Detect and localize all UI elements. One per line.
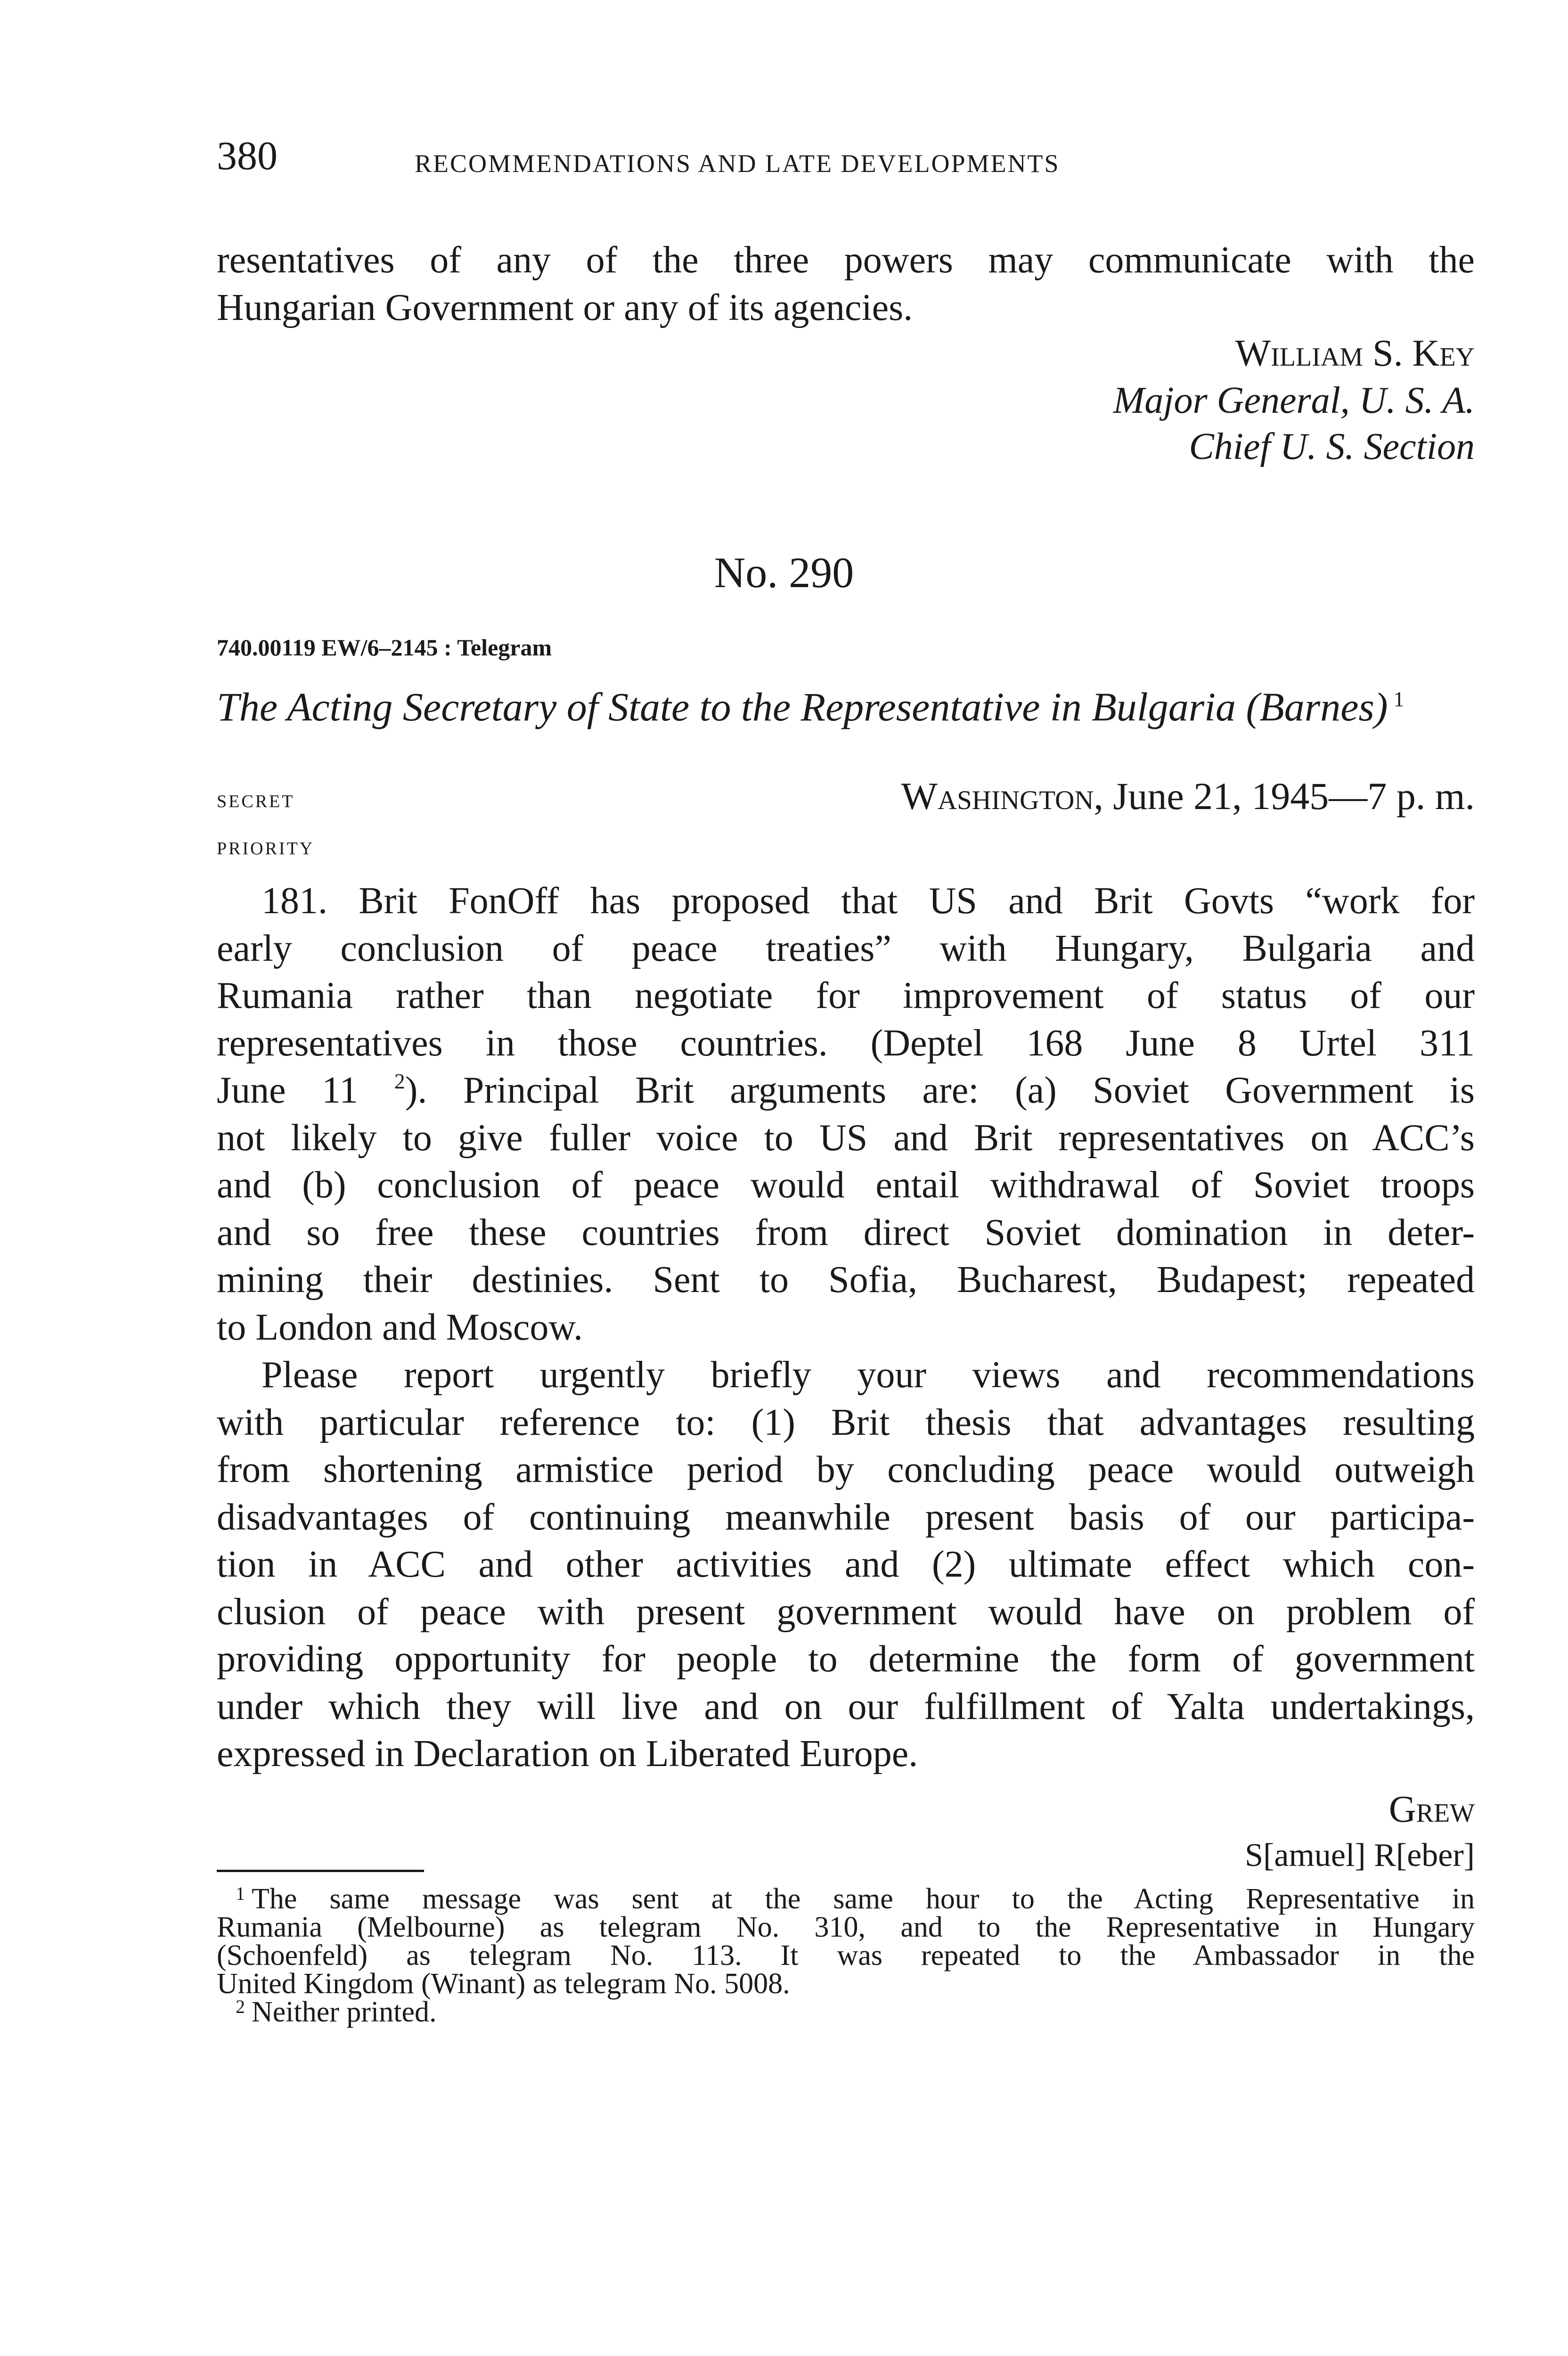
classification-secret: secret	[217, 785, 295, 813]
footnote-mark: 2	[236, 1996, 245, 2017]
footnote-divider	[217, 1870, 424, 1872]
signature-rank: Major General, U. S. A.	[1113, 380, 1475, 421]
page-number: 380	[217, 133, 278, 178]
text-line: with particular reference to: (1) Brit thesis that advantages resulting	[217, 1401, 1475, 1443]
signature-grew-initials: S[amuel] R[eber]	[1245, 1837, 1475, 1873]
text-line: Rumania rather than negotiate for improvement of status of our	[217, 975, 1475, 1016]
place: Washington,	[901, 775, 1103, 818]
text-line: to London and Moscow.	[217, 1306, 583, 1348]
footnote-1-line: United Kingdom (Winant) as telegram No. 5008.	[217, 1968, 790, 2000]
text-line: and so free these countries from direct Soviet domination in deter-	[217, 1211, 1475, 1253]
signature-name: William S. Key	[1235, 333, 1475, 374]
text-line: 181. Brit FonOff has proposed that US and Brit Govts “work for	[261, 880, 1475, 922]
text-line: expressed in Declaration on Liberated Europe.	[217, 1733, 918, 1775]
body-paragraph-1	[217, 877, 1475, 1351]
document-number: No. 290	[714, 548, 854, 597]
text-line: tion in ACC and other activities and (2) ultimate effect which con-	[217, 1544, 1475, 1585]
text-fragment: Neither printed.	[252, 1996, 437, 2028]
continuation-paragraph	[217, 237, 1475, 331]
text-line: clusion of peace with present government would have on problem of	[217, 1591, 1475, 1633]
text-line: and (b) conclusion of peace would entail withdrawal of Soviet troops	[217, 1164, 1475, 1206]
text-line: under which they will live and on our fulfillment of Yalta undertakings,	[217, 1685, 1475, 1727]
classification-priority: priority	[217, 832, 315, 860]
text-fragment: June 11	[217, 1070, 359, 1111]
footnotes	[217, 1885, 1475, 2026]
text-line: disadvantages of continuing meanwhile present basis of our participa-	[217, 1496, 1475, 1538]
text-line: providing opportunity for people to determine the form of government	[217, 1638, 1475, 1680]
text-line: Please report urgently briefly your views and recommendations	[261, 1354, 1475, 1396]
footnote-ref: 2	[394, 1069, 405, 1093]
footnote-1-line	[217, 1885, 1475, 1913]
footnote-mark: 1	[236, 1883, 245, 1904]
document-title	[217, 681, 1404, 733]
footnote-1-line: Rumania (Melbourne) as telegram No. 310, and to the Representative in Hungary	[217, 1911, 1475, 1943]
text-fragment: The same message was sent at the same hour to the Acting Representative in	[252, 1883, 1475, 1915]
text-line: early conclusion of peace treaties” with Hungary, Bulgaria and	[217, 927, 1475, 969]
text-line: mining their destinies. Sent to Sofia, Bucharest, Budapest; repeated	[217, 1259, 1475, 1301]
signature-grew-name: Grew	[1388, 1789, 1475, 1830]
file-reference: 740.00119 EW/6–2145 : Telegram	[217, 634, 552, 661]
footnote-2-line	[217, 1998, 1475, 2026]
footnote-ref: 1	[1393, 687, 1405, 711]
place-date	[901, 773, 1475, 820]
text-line: Hungarian Government or any of its agencies.	[217, 286, 913, 328]
running-title: RECOMMENDATIONS AND LATE DEVELOPMENTS	[415, 149, 1060, 178]
text-line	[217, 1067, 1475, 1114]
text-fragment: ). Principal Brit arguments are: (a) Soviet Government is	[405, 1070, 1475, 1111]
text-line: resentatives of any of the three powers may communicate with the	[217, 239, 1475, 281]
footnote-1-line: (Schoenfeld) as telegram No. 113. It was repeated to the Ambassador in the	[217, 1939, 1475, 1972]
document-title-text: The Acting Secretary of State to the Representative in Bulgaria (Barnes)	[217, 684, 1388, 729]
text-line: from shortening armistice period by concluding peace would outweigh	[217, 1449, 1475, 1490]
date: June 21, 1945—7 p. m.	[1113, 775, 1475, 818]
signature-title: Chief U. S. Section	[1189, 426, 1475, 467]
text-line: not likely to give fuller voice to US and Brit representatives on ACC’s	[217, 1117, 1475, 1159]
text-line: representatives in those countries. (Deptel 168 June 8 Urtel 311	[217, 1022, 1475, 1064]
body-paragraph-2	[217, 1351, 1475, 1778]
